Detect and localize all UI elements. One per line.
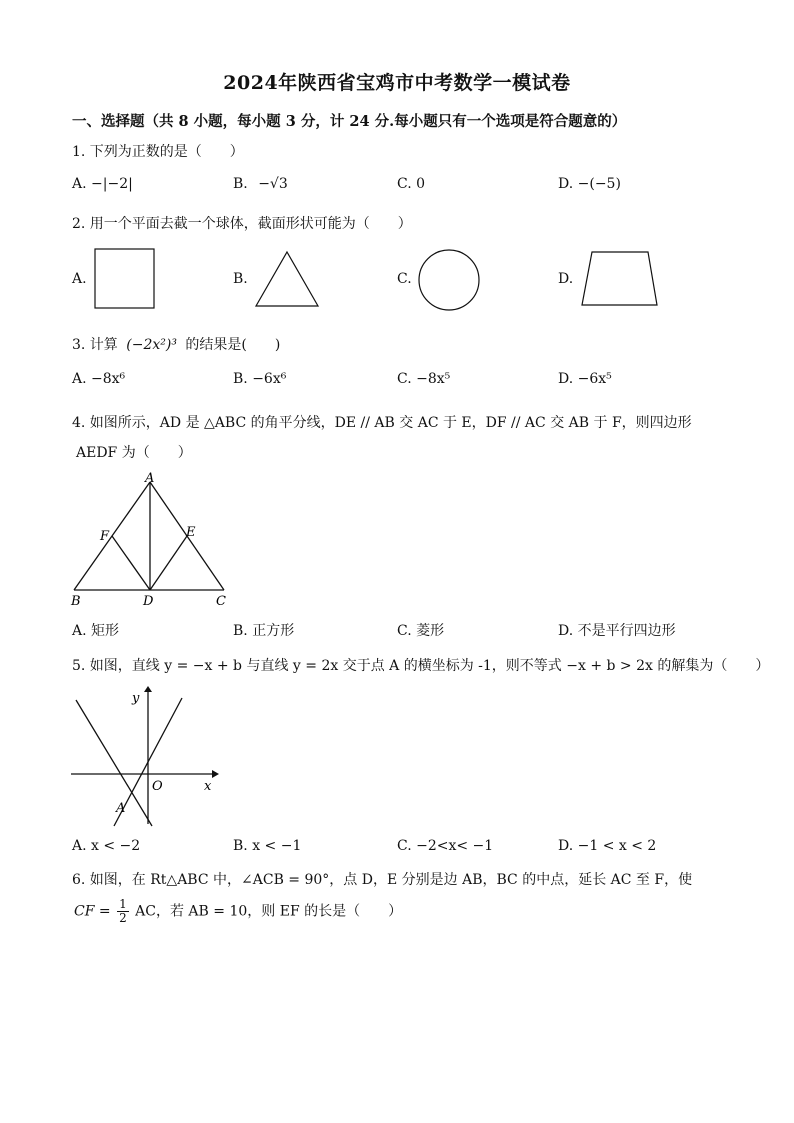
q4-label-a: A <box>145 471 155 486</box>
q1-option-a: A. −|−2| <box>72 176 133 192</box>
question-4-stem-line1: 4. 如图所示，AD 是 △ABC 的角平分线，DE // AB 交 AC 于 E，DF // AC 交 AB 于 F，则四边形 <box>72 415 692 431</box>
q6-fraction-denominator: 2 <box>119 911 127 925</box>
q4-label-c: C <box>216 594 226 609</box>
q3-stem-pre: 3. 计算 <box>72 337 118 353</box>
q3-option-a: A. −8x⁶ <box>72 371 126 387</box>
question-3-stem <box>72 334 280 354</box>
question-4-stem-line2: AEDF 为（ ） <box>76 445 192 461</box>
q5-option-a: A. x < −2 <box>72 838 141 854</box>
q4-option-a: A. 矩形 <box>72 623 120 639</box>
q4-label-d: D <box>143 594 154 609</box>
x-axis-arrow-icon <box>212 770 219 778</box>
q4-option-c: C. 菱形 <box>397 623 445 639</box>
q3-option-b: B. −6x⁶ <box>233 371 287 387</box>
q5-option-b: B. x < −1 <box>233 838 302 854</box>
circle-shape <box>416 247 482 313</box>
q5-label-y: y <box>132 691 140 706</box>
q4-label-b: B <box>71 594 81 609</box>
q5-option-d: D. −1 < x < 2 <box>558 838 657 854</box>
q2-option-d: D. <box>558 271 574 287</box>
q5-option-c: C. −2<x< −1 <box>397 838 494 854</box>
q5-label-x: x <box>204 779 212 794</box>
trapezoid-shape <box>580 250 660 308</box>
q4-figure <box>66 468 236 610</box>
q6-cf-label: CF = <box>74 903 111 920</box>
q5-figure <box>66 686 226 830</box>
q3-expression: (−2x²)³ <box>126 337 177 353</box>
q6-fraction <box>117 898 129 925</box>
triangle-shape <box>254 250 320 308</box>
q2-option-a: A. <box>72 271 87 287</box>
question-5-stem: 5. 如图，直线 y = −x + b 与直线 y = 2x 交于点 A 的横坐标为 -1，则不等式 −x + b > 2x 的解集为（ ） <box>72 658 770 674</box>
q5-label-o: O <box>152 779 163 794</box>
q6-fraction-numerator: 1 <box>119 897 127 911</box>
q1-option-b <box>233 176 288 192</box>
question-1-stem: 1. 下列为正数的是（ ） <box>72 144 244 160</box>
q3-stem-post: 的结果是( ) <box>185 337 281 353</box>
section-heading: 一、选择题（共 8 小题，每小题 3 分，计 24 分.每小题只有一个选项是符合题意的） <box>72 113 627 130</box>
q4-label-f: F <box>100 529 110 544</box>
q2-option-c: C. <box>397 271 412 287</box>
q1-option-d: D. −(−5) <box>558 176 621 192</box>
q4-label-e: E <box>186 525 196 540</box>
q1-option-c: C. 0 <box>397 176 426 192</box>
q1-option-b-label: B. <box>233 176 248 192</box>
q5-label-a: A <box>116 801 126 816</box>
square-shape <box>94 248 156 310</box>
q3-option-c: C. −8x⁵ <box>397 371 451 387</box>
q6-stem-post: AC，若 AB = 10，则 EF 的长是（ ） <box>135 903 403 920</box>
q2-option-b: B. <box>233 271 248 287</box>
q3-option-d: D. −6x⁵ <box>558 371 612 387</box>
question-6-stem-line2 <box>74 898 402 925</box>
question-2-stem: 2. 用一个平面去截一个球体，截面形状可能为（ ） <box>72 216 412 232</box>
line-y-neg-x-plus-b <box>76 700 152 826</box>
y-axis-arrow-icon <box>144 686 152 692</box>
question-6-stem-line1: 6. 如图，在 Rt△ABC 中，∠ACB = 90°，点 D，E 分别是边 AB，BC 的中点，延长 AC 至 F，使 <box>72 872 693 888</box>
q4-option-d: D. 不是平行四边形 <box>558 623 676 639</box>
q1-option-b-expr: −√3 <box>258 176 288 192</box>
page-title: 2024年陕西省宝鸡市中考数学一模试卷 <box>223 72 571 94</box>
q4-option-b: B. 正方形 <box>233 623 295 639</box>
